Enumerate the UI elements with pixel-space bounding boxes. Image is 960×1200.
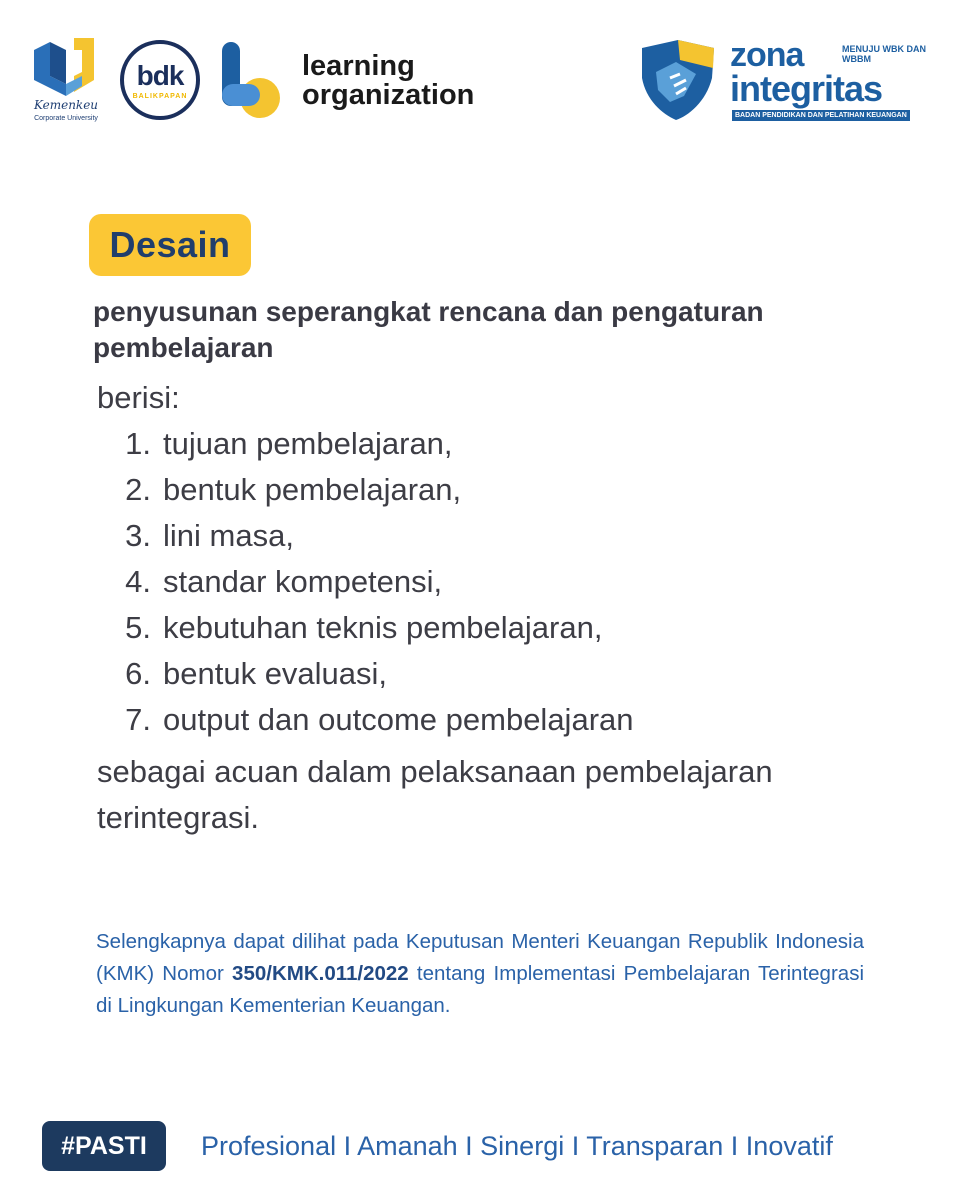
bdk-text: bdk <box>136 60 184 91</box>
reference-before: Selengkapnya dapat dilihat pada Keputusan Menteri Keuangan Republik Indonesia (KMK) Nomor <box>96 930 864 985</box>
lo-line-2: organization <box>302 79 475 111</box>
list-item <box>97 651 897 697</box>
hashtag-label: #PASTI <box>61 1131 147 1160</box>
kemenkeu-logo <box>30 36 102 128</box>
reference-number: 350/KMK.011/2022 <box>232 962 409 985</box>
list-item-text: bentuk pembelajaran, <box>163 472 462 507</box>
list-item-text: bentuk evaluasi, <box>163 656 388 691</box>
core-values-text: Profesional I Amanah I Sinergi I Transparan I Inovatif <box>201 1131 833 1161</box>
bdk-city: BALIKPAPAN <box>132 93 188 100</box>
list-item <box>97 559 897 605</box>
content-body <box>97 375 897 841</box>
list-item-number: 1. <box>125 426 151 461</box>
definition-text: penyusunan seperangkat rencana dan pengaturan pembelajaran <box>93 296 764 363</box>
content-intro: berisi: <box>97 380 180 415</box>
title-badge <box>89 214 251 276</box>
list-item-text: kebutuhan teknis pembelajaran, <box>163 610 603 645</box>
list-item <box>97 605 897 651</box>
list-item-number: 3. <box>125 518 151 553</box>
list-item-number: 5. <box>125 610 151 645</box>
content-list <box>97 421 897 743</box>
list-item-number: 6. <box>125 656 151 691</box>
hashtag-badge <box>42 1121 166 1171</box>
list-item-number: 4. <box>125 564 151 599</box>
learning-organization-logo-text <box>302 52 474 110</box>
kemenkeu-name: Kemenkeu <box>33 98 99 112</box>
list-item-text: lini masa, <box>163 518 294 553</box>
content-outro: sebagai acuan dalam pelaksanaan pembelajaran terintegrasi. <box>97 754 773 835</box>
handshake-shield-icon <box>636 38 718 122</box>
lo-line-1: learning <box>302 50 415 82</box>
list-item-text: tujuan pembelajaran, <box>163 426 453 461</box>
integritas-text: integritas <box>730 68 883 109</box>
zona-integritas-logo <box>636 38 932 128</box>
bdk-balikpapan-logo <box>120 40 200 120</box>
list-item-text: standar kompetensi, <box>163 564 443 599</box>
list-item <box>97 513 897 559</box>
title-badge-label: Desain <box>109 224 231 265</box>
list-item <box>97 421 897 467</box>
zona-text: zona <box>730 36 804 74</box>
kemenkeu-emblem-icon <box>30 36 102 98</box>
list-item <box>97 697 897 743</box>
list-item-text: output dan outcome pembelajaran <box>163 702 634 737</box>
learning-organization-mark-icon <box>220 40 280 120</box>
reference-after: tentang Implementasi Pembelajaran Terintegrasi di Lingkungan Kementerian Keuangan. <box>96 962 864 1017</box>
zona-tagline: MENUJU WBK DAN WBBM <box>842 44 926 64</box>
reference-note <box>96 926 864 1022</box>
kemenkeu-subtitle: Corporate University <box>34 115 98 122</box>
list-item <box>97 467 897 513</box>
zona-agency: BADAN PENDIDIKAN DAN PELATIHAN KEUANGAN <box>732 110 910 121</box>
list-item-number: 2. <box>125 472 151 507</box>
list-item-number: 7. <box>125 702 151 737</box>
